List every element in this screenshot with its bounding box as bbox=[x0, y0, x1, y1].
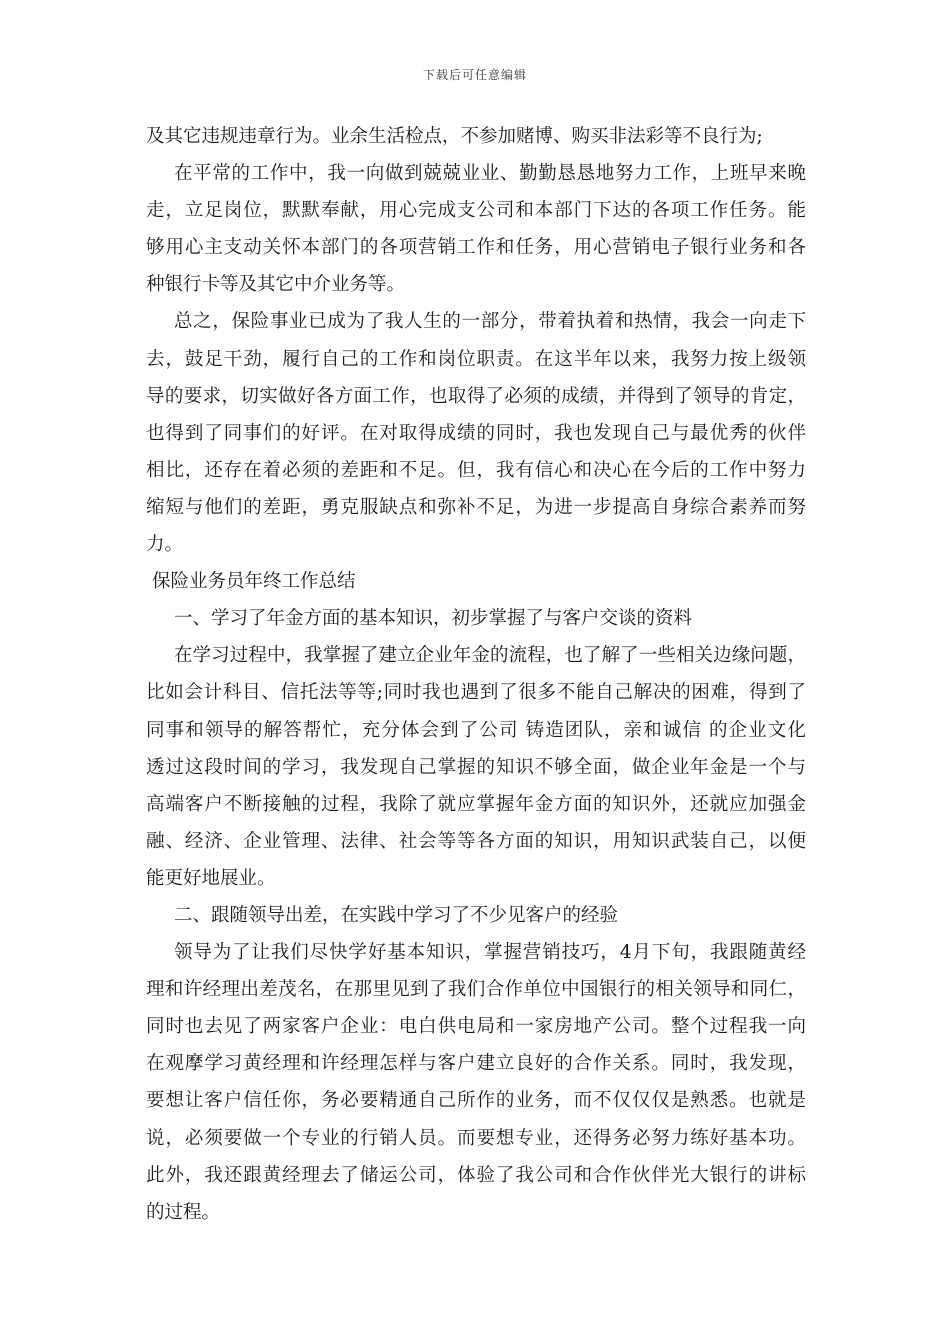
text-line: 透过这段时间的学习，我发现自己掌握的知识不够全面，做企业年金是一个与 bbox=[146, 756, 806, 778]
text-line: 一、学习了年金方面的基本知识，初步掌握了与客户交谈的资料 bbox=[174, 608, 693, 630]
text-line: 比如会计科目、信托法等等;同时我也遇到了很多不能自己解决的困难，得到了 bbox=[146, 682, 806, 704]
text-line: 力。 bbox=[146, 534, 184, 556]
text-line: 同时也去见了两家客户企业：电白供电局和一家房地产公司。整个过程我一向 bbox=[146, 1016, 806, 1038]
document-body bbox=[146, 118, 806, 1231]
text-line: 要想让客户信任你，务必要精通自己所作的业务，而不仅仅仅是熟悉。也就是 bbox=[146, 1090, 806, 1112]
text-line: 说，必须要做一个专业的行销人员。而要想专业，还得务必努力练好基本功。 bbox=[146, 1127, 806, 1149]
text-line: 领导为了让我们尽快学好基本知识，掌握营销技巧，4月下旬，我跟随黄经 bbox=[174, 942, 806, 964]
text-line: 相比，还存在着必须的差距和不足。但，我有信心和决心在今后的工作中努力 bbox=[146, 459, 806, 481]
text-line: 在观摩学习黄经理和许经理怎样与客户建立良好的合作关系。同时，我发现， bbox=[146, 1053, 806, 1075]
text-line: 理和许经理出差茂名，在那里见到了我们合作单位中国银行的相关领导和同仁， bbox=[146, 979, 806, 1001]
text-line: 在平常的工作中，我一向做到兢兢业业、勤勤恳恳地努力工作，上班早来晚 bbox=[174, 163, 806, 185]
text-line: 同事和领导的解答帮忙，充分体会到了公司 铸造团队，亲和诚信 的企业文化 bbox=[146, 719, 806, 741]
page-header: 下载后可任意编辑 bbox=[422, 68, 527, 82]
text-line: 的过程。 bbox=[146, 1201, 221, 1223]
text-line: 缩短与他们的差距，勇克服缺点和弥补不足，为进一步提高自身综合素养而努 bbox=[146, 496, 806, 518]
text-line: 二、跟随领导出差，在实践中学习了不少见客户的经验 bbox=[174, 904, 619, 926]
text-line: 种银行卡等及其它中介业务等。 bbox=[146, 274, 406, 296]
text-line: 融、经济、企业管理、法律、社会等等各方面的知识，用知识武装自己，以便 bbox=[146, 830, 806, 852]
text-line: 高端客户不断接触的过程，我除了就应掌握年金方面的知识外，还就应加强金 bbox=[146, 793, 806, 815]
text-line: 能更好地展业。 bbox=[146, 867, 276, 889]
text-line: 去，鼓足干劲，履行自己的工作和岗位职责。在这半年以来，我努力按上级领 bbox=[146, 348, 806, 370]
text-line: 导的要求，切实做好各方面工作，也取得了必须的成绩，并得到了领导的肯定， bbox=[146, 385, 806, 407]
text-line: 此外，我还跟黄经理去了储运公司，体验了我公司和合作伙伴光大银行的讲标 bbox=[146, 1164, 806, 1186]
text-line: 够用心主支动关怀本部门的各项营销工作和任务，用心营销电子银行业务和各 bbox=[146, 237, 806, 259]
text-line: 走，立足岗位，默默奉献，用心完成支公司和本部门下达的各项工作任务。能 bbox=[146, 200, 806, 222]
text-line: 保险业务员年终工作总结 bbox=[152, 571, 356, 593]
text-line: 总之，保险事业已成为了我人生的一部分，带着执着和热情，我会一向走下 bbox=[174, 311, 806, 333]
text-line: 在学习过程中，我掌握了建立企业年金的流程，也了解了一些相关边缘问题， bbox=[174, 645, 806, 667]
text-line: 及其它违规违章行为。业余生活检点，不参加赌博、购买非法彩等不良行为; bbox=[146, 126, 763, 147]
text-line: 也得到了同事们的好评。在对取得成绩的同时，我也发现自己与最优秀的伙伴 bbox=[146, 422, 806, 444]
